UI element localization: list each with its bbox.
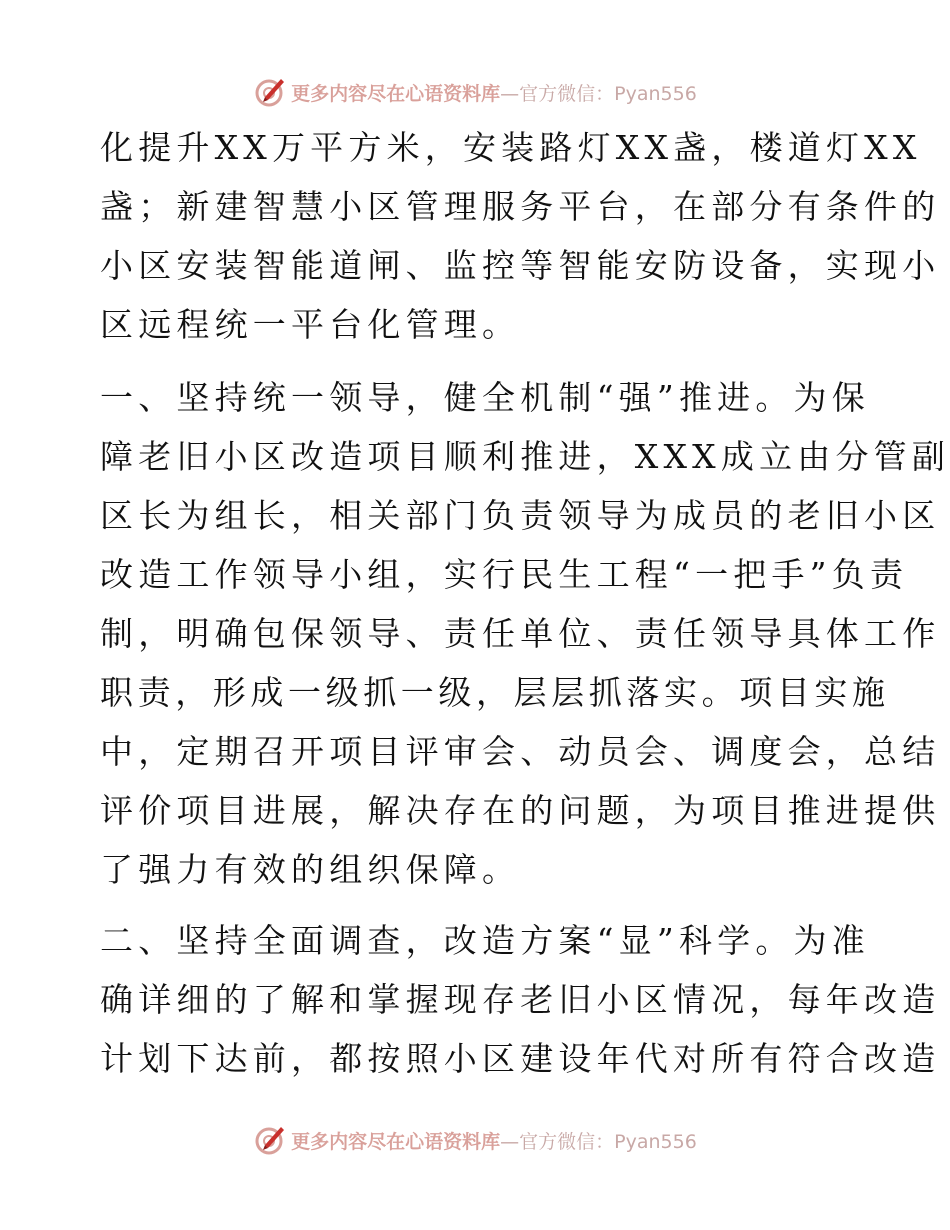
paragraph-3 [100,911,941,1088]
text-line: 改造工作领导小组，实行民生工程“一把手”负责 [100,555,909,594]
text-line: 制，明确包保领导、责任单位、责任领导具体工作 [100,614,941,653]
paragraph-2 [100,368,950,899]
text-line: 二、坚持全面调查，改造方案“显”科学。为准 [100,921,870,960]
footer-watermark [0,1120,950,1160]
banner-text-sub: —官方微信：Pyan556 [500,82,697,105]
text-line: 盏；新建智慧小区管理服务平台，在部分有条件的 [100,187,941,226]
pen-logo-icon [253,1123,287,1157]
text-line: 区长为组长，相关部门负责领导为成员的老旧小区 [100,496,941,535]
document-body [100,118,950,1088]
pen-logo-icon [253,75,287,109]
banner-text-sub: —官方微信：Pyan556 [500,1130,697,1153]
text-line: 中，定期召开项目评审会、动员会、调度会，总结 [100,732,941,771]
paragraph-1 [100,118,941,354]
text-line: 化提升XX万平方米，安装路灯XX盏，楼道灯XX [100,128,922,167]
text-line: 确详细的了解和掌握现存老旧小区情况，每年改造 [100,980,941,1019]
banner-text-main: 更多内容尽在心语资料库 [291,1130,501,1153]
text-line: 一、坚持统一领导，健全机制“强”推进。为保 [100,378,870,417]
header-watermark [0,72,950,112]
text-line: 区远程统一平台化管理。 [100,305,521,344]
text-line: 了强力有效的组织保障。 [100,850,521,889]
text-line: 职责，形成一级抓一级，层层抓落实。项目实施 [100,673,890,712]
text-line: 计划下达前，都按照小区建设年代对所有符合改造 [100,1039,941,1078]
text-line: 小区安装智能道闸、监控等智能安防设备，实现小 [100,246,941,285]
banner-text-main: 更多内容尽在心语资料库 [291,82,501,105]
text-line: 障老旧小区改造项目顺利推进，XXX成立由分管副 [100,437,950,476]
text-line: 评价项目进展，解决存在的问题，为项目推进提供 [100,791,941,830]
